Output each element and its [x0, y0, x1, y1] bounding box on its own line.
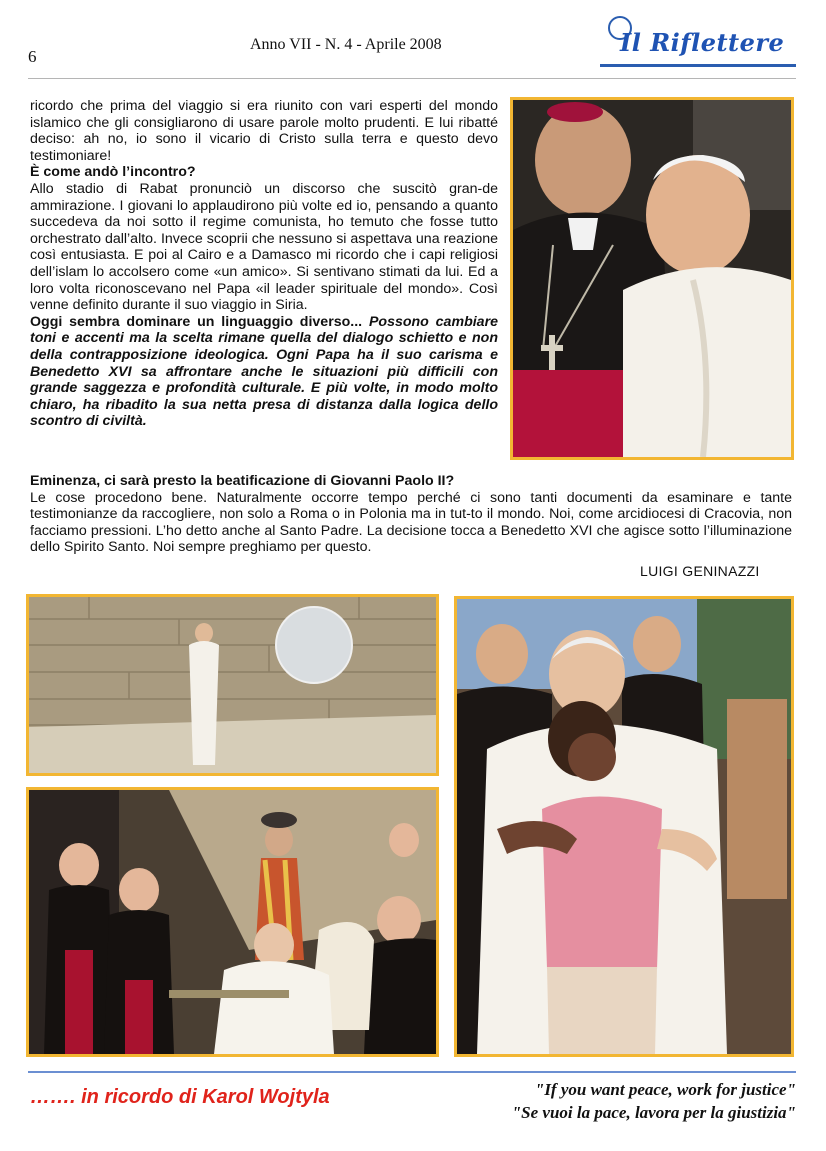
- question-language: Oggi sembra dominare un linguaggio diverso...: [30, 313, 363, 330]
- photo-pope-embracing-boy: [454, 596, 794, 1057]
- quote-italian: "Se vuoi la pace, lavora per la giustizia": [511, 1103, 796, 1122]
- issue-line: Anno VII - N. 4 - Aprile 2008: [250, 36, 442, 53]
- author-signature: LUIGI GENINAZZI: [640, 563, 760, 579]
- quote-english: "If you want peace, work for justice": [534, 1080, 796, 1099]
- article-full-width: [30, 473, 792, 556]
- logo-underline: [600, 64, 796, 67]
- photo-cardinal-and-pope: [510, 97, 794, 460]
- answer-language: Possono cambiare toni e accenti ma la scelta rimane quella del dialogo schietto e non della contrapposizione ideologica. Ogni Papa ha il suo carisma e Benedetto XVI sa affrontare anche le situazioni più difficili con grande saggezza e profondità culturale. E più volte, in modo molto chiaro, ha ribadito la sua netta presa di distanza dalla logica dello scontro di civiltà.: [30, 313, 498, 430]
- question-beatification: Eminenza, ci sarà presto la beatificazione di Giovanni Paolo II?: [30, 473, 455, 489]
- magazine-logo: Il Riflettere: [620, 28, 785, 57]
- photo-pope-at-wall: [26, 594, 439, 776]
- paragraph-language: [30, 314, 498, 430]
- answer-beatification: Le cose procedono bene. Naturalmente occorre tempo perché ci sono tanti documenti da esaminare e tante testimonianze da raccogliere, non solo a Roma o in Polonia ma in tut-to il mondo. Noi, come arcidiocesi di Cracovia, non facciamo pressioni. L’ho detto anche al Santo Padre. La decisione tocca a Benedetto XVI che agisce sotto l’illuminazione dello Spirito Santo. Noi sempre preghiamo per questo.: [30, 489, 792, 556]
- question-meeting: È come andò l’incontro?: [30, 164, 196, 181]
- photo-pope-in-audience-hall: [26, 787, 439, 1057]
- footer-divider: [28, 1071, 796, 1073]
- article-column: [30, 98, 498, 430]
- paragraph-intro: ricordo che prima del viaggio si era riunito con vari esperti del mondo islamico che gli consigliarono di usare parole molto prudenti. E lui ribatté deciso: ah no, io sono il vicario di Cristo sulla terra e questo devo testimoniare!: [30, 98, 498, 164]
- paragraph-rabat: Allo stadio di Rabat pronunciò un discorso che suscitò gran-de ammirazione. I giovani lo applaudirono più volte ed io, pensando a quanto succedeva da noi sotto il regime comunista, ho temuto che fosse tutto orchestrato dall’alto. Invece scoprii che nessuno si aspettava una reazione così entusiasta. E poi al Cairo e a Damasco mi ricordo che i capi religiosi dell’islam lo accolsero come «un amico». Si sentivano stimati da lui. Ed a loro volta riconoscevano nel Papa «il leader spirituale del mondo». Così venne definito durante il suo viaggio in Siria.: [30, 180, 498, 314]
- page-number: 6: [28, 47, 37, 66]
- footer-tagline: ……. in ricordo di Karol Wojtyla: [30, 1086, 330, 1108]
- header-divider: [28, 78, 796, 79]
